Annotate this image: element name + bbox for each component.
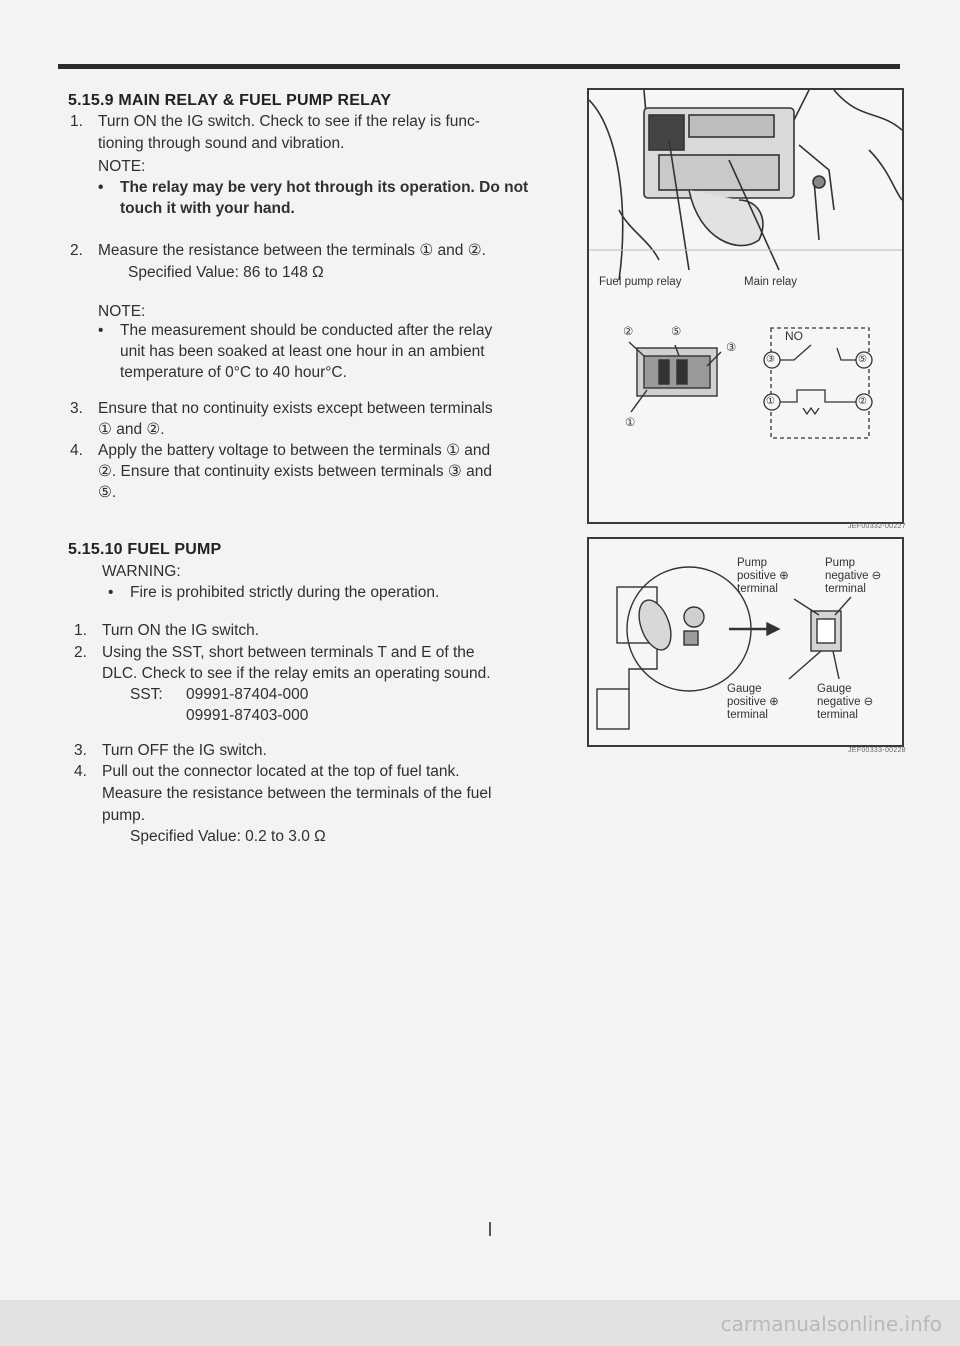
step-4-cont: ②. Ensure that continuity exists between terminals ③ and (98, 463, 492, 480)
figure-caption: JEF00332-00227 (848, 523, 906, 530)
step-4 (70, 440, 490, 461)
schematic-terminal-5: ⑤ (858, 354, 867, 365)
terminal-2: ② (623, 326, 634, 338)
step-text: Pull out the connector located at the top of fuel tank. (102, 763, 460, 780)
section-title-main-relay: 5.15.9 MAIN RELAY & FUEL PUMP RELAY (68, 92, 392, 109)
step-text: Using the SST, short between terminals T and E of the (102, 644, 475, 661)
step-text: Turn ON the IG switch. Check to see if the relay is func- (98, 113, 480, 130)
note-bullet-cont: unit has been soaked at least one hour in an ambient (120, 343, 485, 360)
warning-label: WARNING: (102, 563, 181, 580)
step-number: 4. (74, 763, 87, 780)
note-bullet-cont: touch it with your hand. (120, 200, 295, 217)
spec-value: Specified Value: 86 to 148 Ω (128, 264, 324, 281)
note-text: The relay may be very hot through its operation. Do not (120, 179, 529, 196)
schematic-terminal-2: ② (858, 396, 867, 407)
step-number: 3. (74, 742, 87, 759)
section-title-fuel-pump: 5.15.10 FUEL PUMP (68, 541, 222, 558)
step-number: 3. (70, 400, 83, 417)
sst-number: 09991-87403-000 (186, 707, 309, 724)
relay-illustration (589, 90, 902, 522)
figure-caption: JEF00333-00228 (848, 747, 906, 754)
warning-bullet: • Fire is prohibited strictly during the operation. (108, 584, 440, 601)
label-gauge-negative: Gauge negative ⊖ terminal (817, 683, 874, 721)
sst-number: 09991-87404-000 (186, 686, 309, 703)
label-pump-positive: Pump positive ⊕ terminal (737, 557, 789, 595)
label-gauge-positive: Gauge positive ⊕ terminal (727, 683, 779, 721)
sst-label: SST: (130, 686, 163, 703)
relay-figure (587, 88, 904, 524)
site-watermark: carmanualsonline.info (720, 1312, 942, 1336)
normally-open-label: NO (785, 329, 803, 343)
schematic-terminal-3: ③ (766, 354, 775, 365)
step-4 (74, 761, 460, 782)
step-2 (74, 642, 475, 663)
warning-text: Fire is prohibited strictly during the operation. (130, 584, 440, 601)
terminal-1: ① (625, 417, 636, 429)
note-label: NOTE: (98, 158, 146, 175)
label-fuel-pump-relay: Fuel pump relay (599, 276, 682, 288)
step-text: Measure the resistance between the terminals ① and ②. (98, 242, 486, 259)
step-1 (74, 620, 259, 641)
step-number: 2. (70, 242, 83, 259)
step-number: 2. (74, 644, 87, 661)
footer-bar (0, 1300, 960, 1346)
page-mark (489, 1222, 491, 1236)
step-4-cont: Measure the resistance between the terminals of the fuel (102, 785, 492, 802)
terminal-3: ③ (726, 342, 737, 354)
note-bullet: • The measurement should be conducted after the relay (98, 322, 493, 339)
step-3 (70, 398, 493, 419)
step-1-cont: tioning through sound and vibration. (98, 135, 345, 152)
fuel-pump-figure (587, 537, 904, 747)
label-main-relay: Main relay (744, 276, 798, 288)
step-text: Apply the battery voltage to between the terminals ① and (98, 442, 491, 459)
step-3-cont: ① and ②. (98, 421, 165, 438)
step-2 (70, 240, 486, 261)
note-label: NOTE: (98, 303, 146, 320)
terminal-5: ⑤ (671, 326, 682, 338)
label-pump-negative: Pump negative ⊖ terminal (825, 557, 882, 595)
step-number: 1. (74, 622, 87, 639)
step-text: Turn OFF the IG switch. (102, 742, 267, 759)
sst-row (130, 684, 308, 705)
note-bullet-cont: temperature of 0°C to 40 hour°C. (120, 364, 347, 381)
step-4-cont: pump. (102, 807, 146, 824)
step-2-cont: DLC. Check to see if the relay emits an operating sound. (102, 665, 491, 682)
step-text: Turn ON the IG switch. (102, 622, 260, 639)
step-number: 4. (70, 442, 83, 459)
header-rule (58, 64, 900, 69)
step-4-cont: ⑤. (98, 484, 117, 501)
note-text: The measurement should be conducted after the relay (120, 322, 493, 339)
step-number: 1. (70, 113, 83, 130)
spec-value: Specified Value: 0.2 to 3.0 Ω (130, 828, 326, 845)
step-text: Ensure that no continuity exists except between terminals (98, 400, 493, 417)
schematic-terminal-1: ① (766, 396, 775, 407)
step-3 (74, 740, 267, 761)
note-bullet: • The relay may be very hot through its operation. Do not (98, 179, 529, 196)
step-1 (70, 111, 480, 132)
